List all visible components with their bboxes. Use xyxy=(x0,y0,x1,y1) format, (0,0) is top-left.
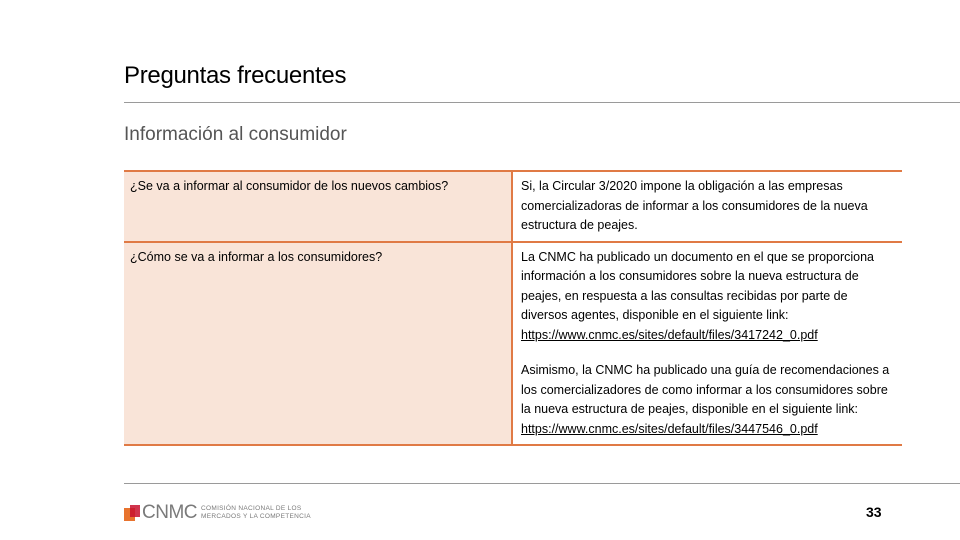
page-number: 33 xyxy=(866,504,882,520)
faq-table xyxy=(124,170,902,446)
title-divider xyxy=(124,102,960,103)
page-title: Preguntas frecuentes xyxy=(124,62,347,89)
faq-answer xyxy=(512,171,902,242)
faq-answer xyxy=(512,242,902,446)
footer-divider xyxy=(124,483,960,484)
answer-paragraph xyxy=(521,361,896,439)
logo-tagline xyxy=(201,505,311,521)
cnmc-logo xyxy=(124,502,311,524)
logo-tagline-line2: MERCADOS Y LA COMPETENCIA xyxy=(201,513,311,520)
logo-square-red xyxy=(130,505,140,517)
faq-row xyxy=(124,242,902,446)
answer-text: Asimismo, la CNMC ha publicado una guía de recomendaciones a los comercializadores de como informar a los consumidores sobre la nueva estructura de peajes, disponible en el siguiente link: xyxy=(521,363,890,416)
answer-paragraph: Si, la Circular 3/2020 impone la obligación a las empresas comercializadoras de informar a los consumidores de la nueva estructura de peajes. xyxy=(521,179,868,232)
logo-wordmark: CNMC xyxy=(142,502,197,523)
faq-question: ¿Se va a informar al consumidor de los nuevos cambios? xyxy=(124,171,512,242)
guide-link[interactable]: https://www.cnmc.es/sites/default/files/3447546_0.pdf xyxy=(521,421,818,436)
logo-mark-icon xyxy=(124,505,140,521)
answer-text: La CNMC ha publicado un documento en el que se proporciona información a los consumidores sobre la nueva estructura de peajes, en respuesta a las consultas recibidas por parte de diversos agentes, disponible en el siguiente link: xyxy=(521,249,875,322)
logo-tagline-line1: COMISIÓN NACIONAL DE LOS xyxy=(201,505,302,512)
section-subtitle: Información al consumidor xyxy=(124,124,347,145)
document-link[interactable]: https://www.cnmc.es/sites/default/files/3417242_0.pdf xyxy=(521,327,818,342)
answer-paragraph xyxy=(521,248,896,346)
faq-question: ¿Cómo se va a informar a los consumidores? xyxy=(124,242,512,446)
faq-row xyxy=(124,171,902,242)
